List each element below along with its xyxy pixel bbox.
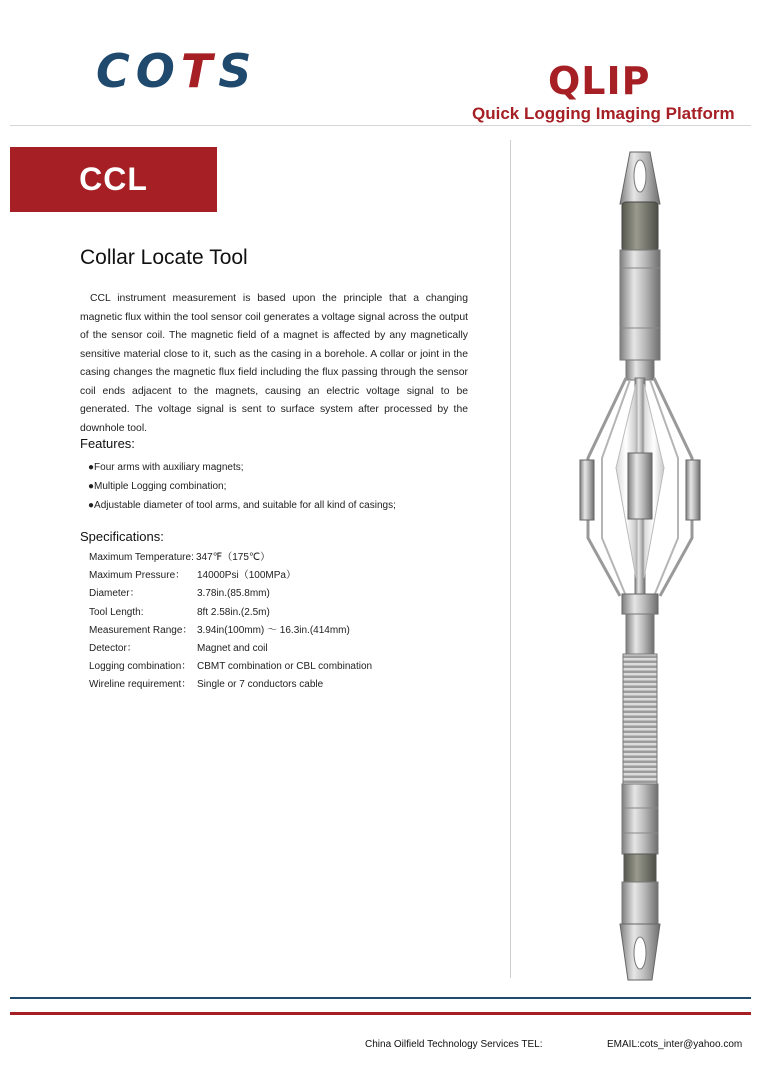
- column-divider: [510, 140, 511, 978]
- ccl-banner: CCL: [10, 147, 217, 212]
- logo-text-co: CO: [96, 44, 181, 98]
- logo-text-t: T: [180, 44, 219, 98]
- spec-label: Diameter：: [89, 588, 140, 600]
- spec-row: [89, 658, 373, 676]
- spec-value: 3.94in(100mm) ～ 16.3in.(414mm): [197, 624, 350, 636]
- feature-item: ●Four arms with auxiliary magnets;: [88, 462, 244, 473]
- spec-value: CBMT combination or CBL combination: [197, 661, 373, 673]
- footer-line-blue: [10, 997, 751, 999]
- spec-row: [89, 640, 268, 658]
- feature-item: ●Adjustable diameter of tool arms, and suitable for all kind of casings;: [88, 500, 396, 511]
- spec-value: 347℉（175℃）: [196, 552, 271, 563]
- feature-item: ●Multiple Logging combination;: [88, 481, 227, 492]
- spec-row: [89, 567, 296, 585]
- spec-value: 14000Psi（100MPa）: [197, 570, 296, 582]
- ccl-tool-image: [560, 148, 720, 983]
- footer-company: China Oilfield Technology Services TEL:: [365, 1039, 543, 1050]
- specs-table: [89, 549, 373, 695]
- spec-label: Maximum Pressure：: [89, 570, 186, 582]
- spec-label: Wireline requirement：: [89, 679, 192, 691]
- spec-label: Maximum Temperature:: [89, 552, 194, 563]
- spec-row: [89, 549, 271, 567]
- features-heading: Features:: [80, 436, 135, 451]
- qlip-subtitle: Quick Logging Imaging Platform: [472, 104, 735, 123]
- header-divider: [10, 125, 751, 126]
- spec-value: 8ft 2.58in.(2.5m): [197, 606, 270, 618]
- spec-value: 3.78in.(85.8mm): [197, 588, 270, 600]
- spec-row: [89, 622, 350, 640]
- spec-label: Measurement Range：: [89, 624, 193, 636]
- spec-value: Magnet and coil: [197, 642, 268, 654]
- spec-row: [89, 585, 270, 603]
- cots-logo: [96, 44, 258, 98]
- spec-label: Tool Length:: [89, 606, 144, 618]
- page-title: Collar Locate Tool: [80, 246, 248, 269]
- spec-label: Detector：: [89, 642, 137, 654]
- specs-heading: Specifications:: [80, 529, 164, 544]
- footer-email: EMAIL:cots_inter@yahoo.com: [607, 1039, 743, 1050]
- spec-value: Single or 7 conductors cable: [197, 679, 324, 691]
- spec-row: [89, 604, 270, 622]
- spec-label: Logging combination：: [89, 661, 192, 673]
- footer-line-red: [10, 1012, 751, 1015]
- spec-row: [89, 676, 324, 694]
- features-list: [88, 458, 396, 515]
- logo-text-s: S: [218, 44, 258, 98]
- intro-paragraph: CCL instrument measurement is based upon the principle that a changing magnetic flux within the tool sensor coil generates a voltage signal across the output of the sensor coil. The magnetic field of a magnet is affected by any magnetically sensitive material close to it, such as the casing in a borehole. A collar or joint in the casing changes the magnetic flux field including the flux passing through the sensor coil ends adjacent to the magnets, causing an electric voltage signal to be generated. The voltage signal is sent to surface system after processed by the downhole tool.: [80, 293, 468, 434]
- qlip-title: QLIP: [548, 59, 651, 103]
